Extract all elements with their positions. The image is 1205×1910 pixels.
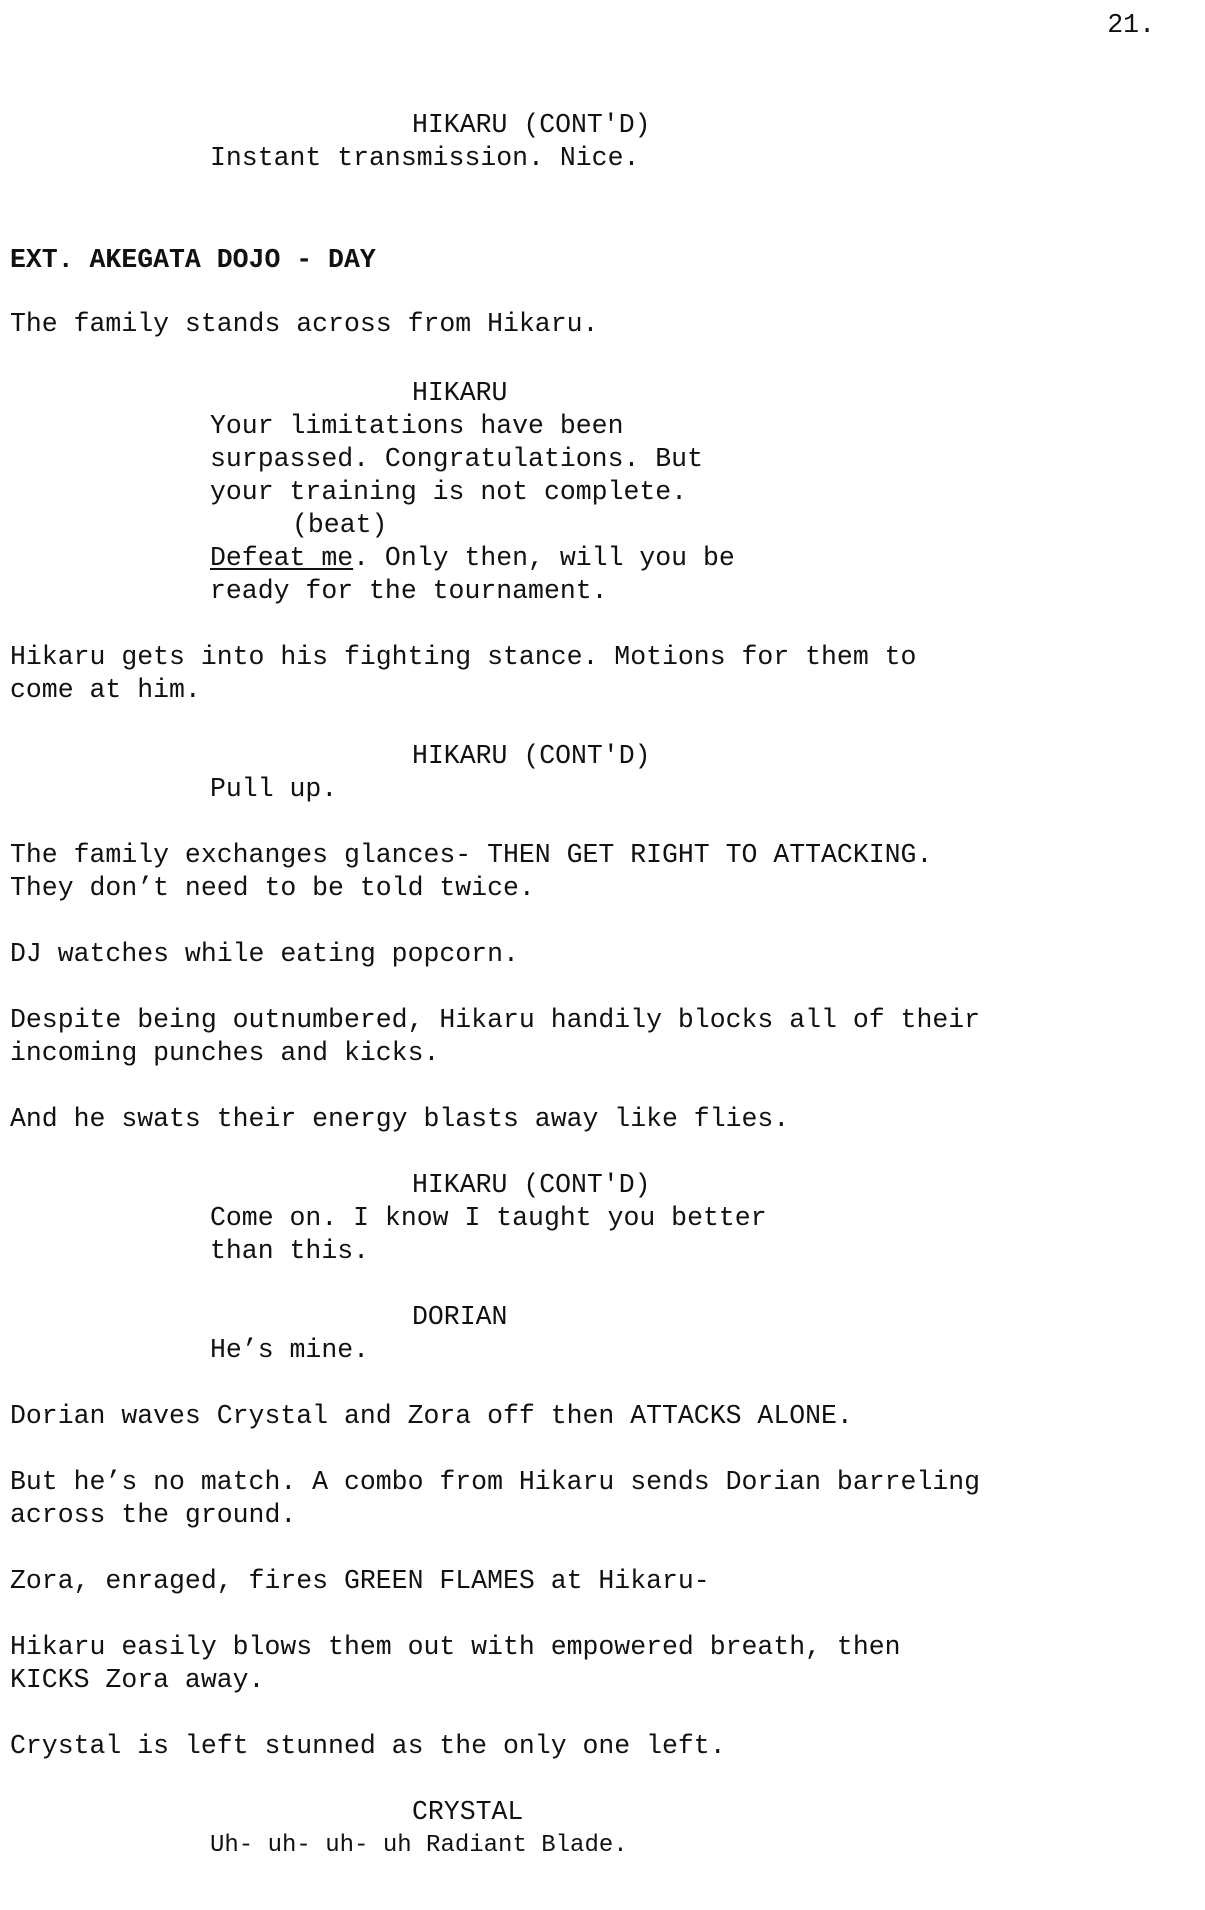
action-line: come at him. [10, 675, 201, 705]
action-line: They don’t need to be told twice. [10, 873, 535, 903]
character-cue: HIKARU (CONT'D) [412, 110, 651, 140]
character-cue: HIKARU (CONT'D) [412, 741, 651, 771]
dialogue-text: . Only then, will you be [353, 543, 735, 573]
dialogue-line: Instant transmission. Nice. [210, 143, 640, 173]
scene-heading: EXT. AKEGATA DOJO - DAY [10, 245, 376, 275]
dialogue-line: than this. [210, 1236, 370, 1266]
character-cue: HIKARU (CONT'D) [412, 1170, 651, 1200]
dialogue-line: He’s mine. [210, 1335, 370, 1365]
dialogue-line: Your limitations have been [210, 411, 624, 441]
dialogue-line [210, 545, 735, 572]
action-line: But he’s no match. A combo from Hikaru sends Dorian barreling [10, 1467, 981, 1497]
character-cue: HIKARU [412, 378, 508, 408]
parenthetical: (beat) [292, 510, 388, 540]
action-line: And he swats their energy blasts away like flies. [10, 1104, 790, 1134]
dialogue-line: surpassed. Congratulations. But [210, 444, 703, 474]
character-cue: CRYSTAL [412, 1797, 524, 1827]
action-line: DJ watches while eating popcorn. [10, 939, 519, 969]
action-line: Despite being outnumbered, Hikaru handily blocks all of their [10, 1005, 981, 1035]
underlined-text: Defeat me [210, 543, 354, 573]
action-line: KICKS Zora away. [10, 1665, 265, 1695]
action-line: Crystal is left stunned as the only one left. [10, 1731, 726, 1761]
action-line: Hikaru gets into his fighting stance. Motions for them to [10, 642, 917, 672]
action-line: Dorian waves Crystal and Zora off then ATTACKS ALONE. [10, 1401, 853, 1431]
action-line: The family stands across from Hikaru. [10, 309, 599, 339]
action-line: incoming punches and kicks. [10, 1038, 440, 1068]
dialogue-line: Come on. I know I taught you better [210, 1203, 767, 1233]
action-line: The family exchanges glances- THEN GET RIGHT TO ATTACKING. [10, 840, 933, 870]
dialogue-line: Pull up. [210, 774, 338, 804]
dialogue-line: ready for the tournament. [210, 576, 608, 606]
dialogue-line: your training is not complete. [210, 477, 688, 507]
action-line: Hikaru easily blows them out with empowered breath, then [10, 1632, 901, 1662]
page-number: 21. [1107, 10, 1155, 40]
action-line: across the ground. [10, 1500, 297, 1530]
dialogue-line: Uh- uh- uh- uh Radiant Blade. [210, 1832, 628, 1859]
character-cue: DORIAN [412, 1302, 508, 1332]
action-line: Zora, enraged, fires GREEN FLAMES at Hikaru- [10, 1566, 710, 1596]
